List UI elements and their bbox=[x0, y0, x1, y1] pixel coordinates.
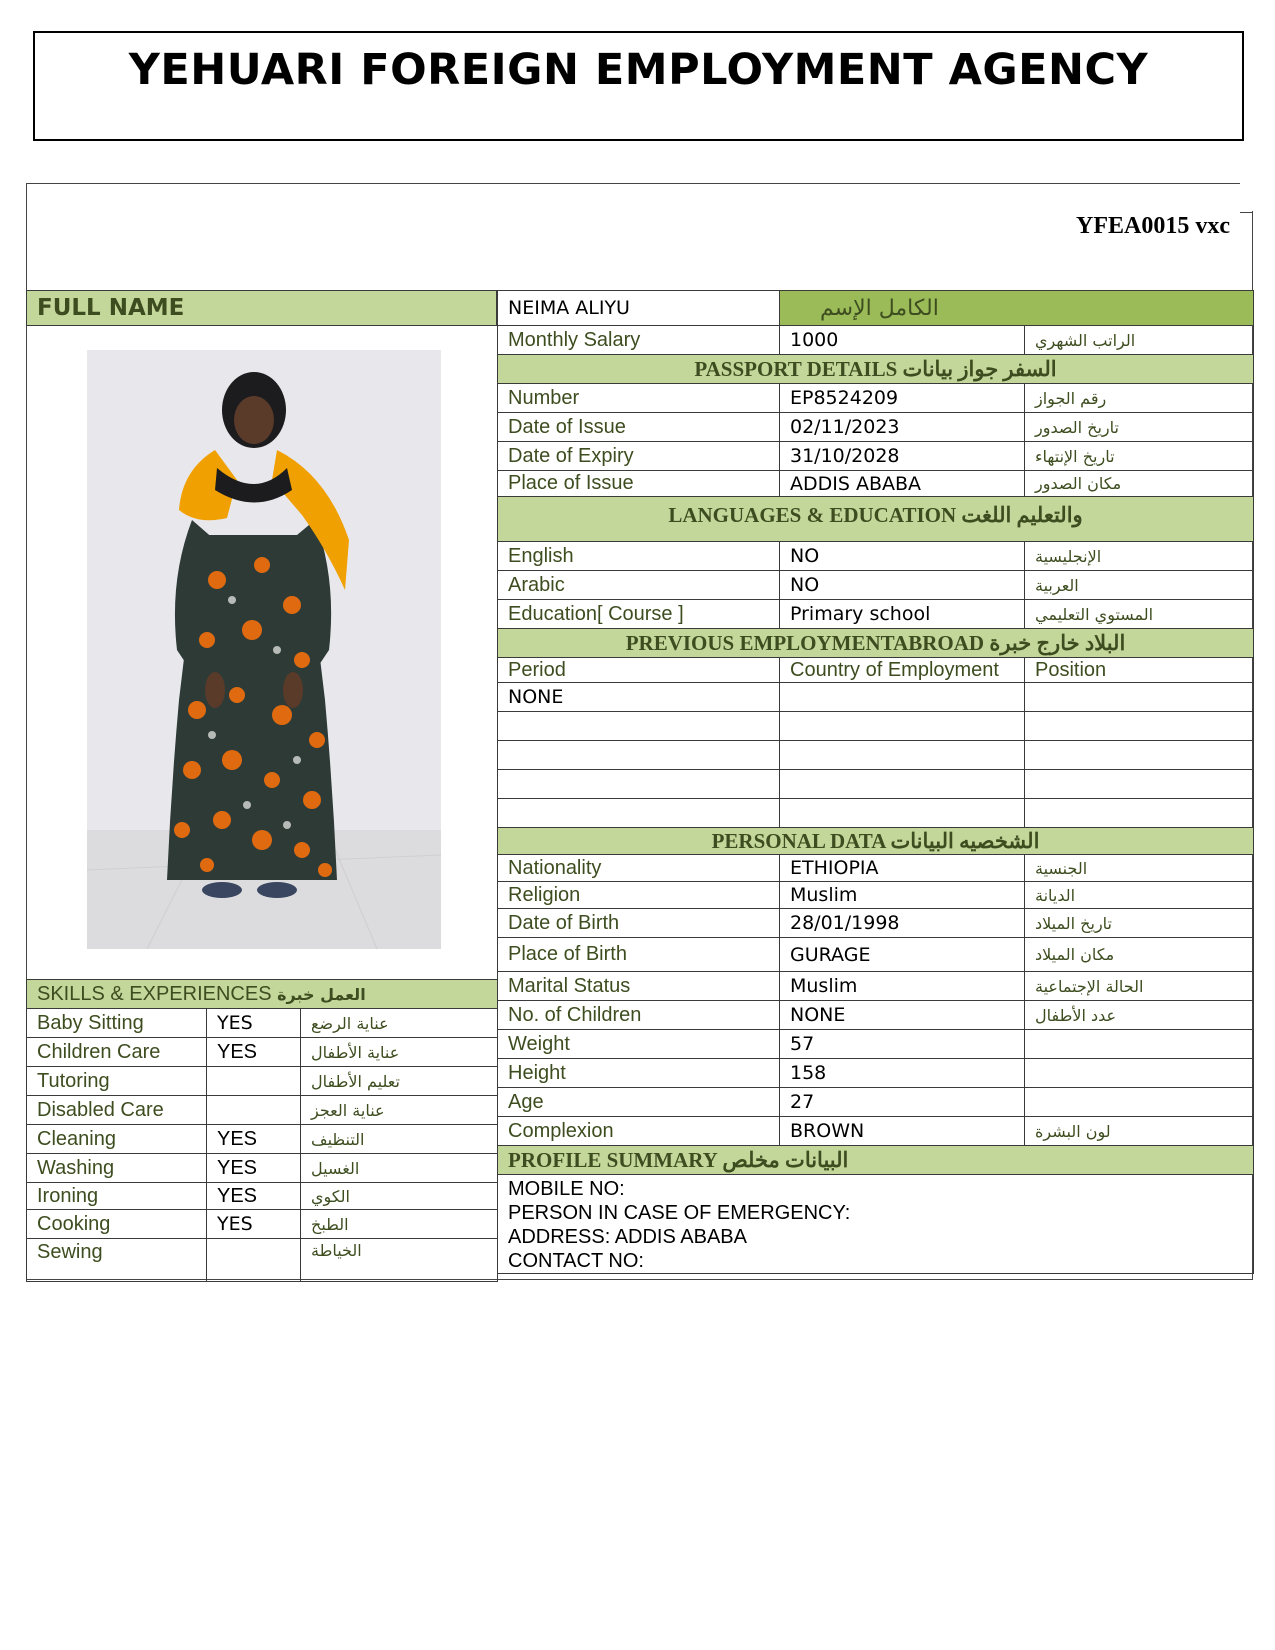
employment-position bbox=[1025, 712, 1254, 741]
fullname-label-ar: الكامل الإسم bbox=[780, 291, 1254, 326]
applicant-photo bbox=[87, 350, 441, 949]
employment-row bbox=[498, 741, 1254, 770]
personal-label: Complexion bbox=[498, 1117, 780, 1146]
personal-value: NONE bbox=[780, 1001, 1025, 1030]
skill-row bbox=[27, 1154, 498, 1183]
passport-title: PASSPORT DETAILS bbox=[694, 356, 898, 381]
passport-label-ar: رقم الجواز bbox=[1025, 384, 1254, 413]
employment-row bbox=[498, 683, 1254, 712]
skill-row bbox=[27, 1009, 498, 1038]
frame-gap bbox=[1240, 181, 1256, 211]
skill-label-ar: تعليم الأطفال bbox=[301, 1067, 498, 1096]
skills-section-header bbox=[27, 980, 498, 1009]
skill-row bbox=[27, 1183, 498, 1210]
skill-label-ar: الكوي bbox=[301, 1183, 498, 1210]
profile-title: PROFILE SUMMARY bbox=[508, 1147, 718, 1172]
personal-label: Weight bbox=[498, 1030, 780, 1059]
passport-title-ar: السفر جواز بيانات bbox=[902, 356, 1057, 381]
employment-position bbox=[1025, 683, 1254, 712]
salary-value: 1000 bbox=[780, 326, 1025, 355]
languages-title-ar: والتعليم اللغت bbox=[961, 503, 1083, 527]
skill-value: YES bbox=[207, 1154, 301, 1183]
profile-line-address: ADDRESS: ADDIS ABABA bbox=[508, 1226, 747, 1248]
skills-table bbox=[26, 979, 498, 1282]
employment-country bbox=[780, 683, 1025, 712]
personal-label-ar bbox=[1025, 1030, 1254, 1059]
skill-value: YES bbox=[207, 1183, 301, 1210]
personal-label: Place of Birth bbox=[498, 938, 780, 972]
personal-label: Age bbox=[498, 1088, 780, 1117]
fullname-label-table bbox=[26, 290, 497, 326]
employment-period bbox=[498, 741, 780, 770]
personal-label-ar: تاريخ الميلاد bbox=[1025, 909, 1254, 938]
language-label: Education[ Course ] bbox=[498, 600, 780, 629]
language-label: Arabic bbox=[498, 571, 780, 600]
personal-row bbox=[498, 1001, 1254, 1030]
personal-label-ar bbox=[1025, 1059, 1254, 1088]
employment-position bbox=[1025, 741, 1254, 770]
skill-label: Sewing bbox=[27, 1239, 207, 1282]
personal-label: No. of Children bbox=[498, 1001, 780, 1030]
personal-label-ar: مكان الميلاد bbox=[1025, 938, 1254, 972]
employment-title: PREVIOUS EMPLOYMENTABROAD bbox=[625, 630, 985, 655]
personal-row bbox=[498, 1088, 1254, 1117]
passport-label: Date of Expiry bbox=[498, 442, 780, 471]
reference-code: YFEA0015 vxc bbox=[1076, 213, 1230, 239]
personal-label-ar bbox=[1025, 1088, 1254, 1117]
skill-label: Disabled Care bbox=[27, 1096, 207, 1125]
personal-row bbox=[498, 1117, 1254, 1146]
language-label-ar: الإنجليسية bbox=[1025, 542, 1254, 571]
personal-row bbox=[498, 909, 1254, 938]
fullname-row bbox=[498, 291, 1254, 326]
personal-label-ar: الحالة الإجتماعية bbox=[1025, 972, 1254, 1001]
employment-period bbox=[498, 799, 780, 828]
fullname-label: FULL NAME bbox=[27, 291, 497, 326]
skill-value bbox=[207, 1067, 301, 1096]
fullname-value: NEIMA ALIYU bbox=[498, 291, 780, 326]
personal-value: 27 bbox=[780, 1088, 1025, 1117]
employment-country bbox=[780, 741, 1025, 770]
employment-position bbox=[1025, 770, 1254, 799]
skill-row bbox=[27, 1067, 498, 1096]
skill-label-ar: الخياطة bbox=[301, 1239, 498, 1282]
personal-label: Nationality bbox=[498, 855, 780, 882]
skill-label-ar: عناية الأطفال bbox=[301, 1038, 498, 1067]
salary-row bbox=[498, 326, 1254, 355]
skill-value: YES bbox=[207, 1009, 301, 1038]
personal-row bbox=[498, 1059, 1254, 1088]
skill-label: Baby Sitting bbox=[27, 1009, 207, 1038]
salary-label-ar: الراتب الشهري bbox=[1025, 326, 1254, 355]
language-value: NO bbox=[780, 542, 1025, 571]
skill-row bbox=[27, 1038, 498, 1067]
language-row bbox=[498, 542, 1254, 571]
languages-title: LANGUAGES & EDUCATION bbox=[668, 503, 957, 527]
personal-value: GURAGE bbox=[780, 938, 1025, 972]
skill-label: Cooking bbox=[27, 1210, 207, 1239]
skill-label-ar: التنظيف bbox=[301, 1125, 498, 1154]
profile-line-emergency: PERSON IN CASE OF EMERGENCY: bbox=[508, 1202, 851, 1224]
employment-country bbox=[780, 770, 1025, 799]
person-photo-icon bbox=[87, 350, 441, 949]
skill-row bbox=[27, 1096, 498, 1125]
employment-row bbox=[498, 799, 1254, 828]
agency-title: YEHUARI FOREIGN EMPLOYMENT AGENCY bbox=[128, 45, 1149, 95]
passport-label: Number bbox=[498, 384, 780, 413]
skill-label: Cleaning bbox=[27, 1125, 207, 1154]
passport-row bbox=[498, 442, 1254, 471]
skill-value: YES bbox=[207, 1038, 301, 1067]
skill-label-ar: عناية الرضع bbox=[301, 1009, 498, 1038]
passport-label-ar: تاريخ الصدور bbox=[1025, 413, 1254, 442]
skill-value: YES bbox=[207, 1210, 301, 1239]
employment-row bbox=[498, 712, 1254, 741]
personal-label-ar: الديانة bbox=[1025, 882, 1254, 909]
skill-row bbox=[27, 1210, 498, 1239]
skill-row bbox=[27, 1239, 498, 1282]
personal-value: BROWN bbox=[780, 1117, 1025, 1146]
profile-line-mobile: MOBILE NO: bbox=[508, 1178, 625, 1200]
skill-value bbox=[207, 1096, 301, 1125]
employment-title-ar: البلاد خارج خبرة bbox=[989, 630, 1126, 655]
personal-row bbox=[498, 972, 1254, 1001]
passport-row bbox=[498, 413, 1254, 442]
personal-label-ar: الجنسية bbox=[1025, 855, 1254, 882]
personal-label: Date of Birth bbox=[498, 909, 780, 938]
employment-period bbox=[498, 712, 780, 741]
employment-position bbox=[1025, 799, 1254, 828]
personal-value: 158 bbox=[780, 1059, 1025, 1088]
skill-value bbox=[207, 1239, 301, 1282]
personal-value: 57 bbox=[780, 1030, 1025, 1059]
profile-summary-row bbox=[498, 1175, 1254, 1274]
language-value: Primary school bbox=[780, 600, 1025, 629]
passport-label-ar: تاريخ الإنتهاء bbox=[1025, 442, 1254, 471]
personal-value: Muslim bbox=[780, 882, 1025, 909]
passport-value: EP8524209 bbox=[780, 384, 1025, 413]
employment-col-period: Period bbox=[498, 658, 780, 683]
language-label-ar: المستوي التعليمي bbox=[1025, 600, 1254, 629]
skill-label: Washing bbox=[27, 1154, 207, 1183]
passport-section-header bbox=[498, 355, 1254, 384]
employment-section-header bbox=[498, 629, 1254, 658]
personal-label-ar: لون البشرة bbox=[1025, 1117, 1254, 1146]
profile-section-header bbox=[498, 1146, 1254, 1175]
passport-value: 31/10/2028 bbox=[780, 442, 1025, 471]
personal-title-ar: الشخصيه البيانات bbox=[890, 828, 1040, 853]
skill-label: Ironing bbox=[27, 1183, 207, 1210]
passport-value: 02/11/2023 bbox=[780, 413, 1025, 442]
personal-value: Muslim bbox=[780, 972, 1025, 1001]
employment-col-country: Country of Employment bbox=[780, 658, 1025, 683]
personal-row bbox=[498, 1030, 1254, 1059]
languages-section-header bbox=[498, 497, 1254, 542]
passport-label-ar: مكان الصدور bbox=[1025, 471, 1254, 497]
personal-label: Marital Status bbox=[498, 972, 780, 1001]
employment-period: NONE bbox=[498, 683, 780, 712]
details-table bbox=[497, 290, 1254, 1274]
personal-title: PERSONAL DATA bbox=[711, 828, 886, 853]
skill-label: Children Care bbox=[27, 1038, 207, 1067]
profile-line-contact: CONTACT NO: bbox=[508, 1250, 644, 1272]
employment-period bbox=[498, 770, 780, 799]
passport-row bbox=[498, 471, 1254, 497]
personal-value: 28/01/1998 bbox=[780, 909, 1025, 938]
passport-label: Date of Issue bbox=[498, 413, 780, 442]
skill-label: Tutoring bbox=[27, 1067, 207, 1096]
personal-value: ETHIOPIA bbox=[780, 855, 1025, 882]
skills-title: SKILLS & EXPERIENCES bbox=[37, 982, 272, 1005]
personal-label: Religion bbox=[498, 882, 780, 909]
personal-row bbox=[498, 882, 1254, 909]
employment-country bbox=[780, 799, 1025, 828]
employment-header-row bbox=[498, 658, 1254, 683]
skill-label-ar: الطبخ bbox=[301, 1210, 498, 1239]
skill-value: YES bbox=[207, 1125, 301, 1154]
frame-corner-tick bbox=[1240, 212, 1252, 213]
language-value: NO bbox=[780, 571, 1025, 600]
personal-row bbox=[498, 855, 1254, 882]
profile-title-ar: البيانات مخلص bbox=[722, 1147, 849, 1172]
passport-value: ADDIS ABABA bbox=[780, 471, 1025, 497]
personal-section-header bbox=[498, 828, 1254, 855]
personal-row bbox=[498, 938, 1254, 972]
skills-title-ar: العمل خبرة bbox=[277, 984, 366, 1004]
skill-label-ar: عناية العجز bbox=[301, 1096, 498, 1125]
passport-label: Place of Issue bbox=[498, 471, 780, 497]
personal-label: Height bbox=[498, 1059, 780, 1088]
skill-row bbox=[27, 1125, 498, 1154]
language-label-ar: العربية bbox=[1025, 571, 1254, 600]
skill-label-ar: الغسيل bbox=[301, 1154, 498, 1183]
salary-label: Monthly Salary bbox=[498, 326, 780, 355]
employment-country bbox=[780, 712, 1025, 741]
employment-col-position: Position bbox=[1025, 658, 1254, 683]
language-row bbox=[498, 571, 1254, 600]
employment-row bbox=[498, 770, 1254, 799]
passport-row bbox=[498, 384, 1254, 413]
language-row bbox=[498, 600, 1254, 629]
personal-label-ar: عدد الأطفال bbox=[1025, 1001, 1254, 1030]
language-label: English bbox=[498, 542, 780, 571]
